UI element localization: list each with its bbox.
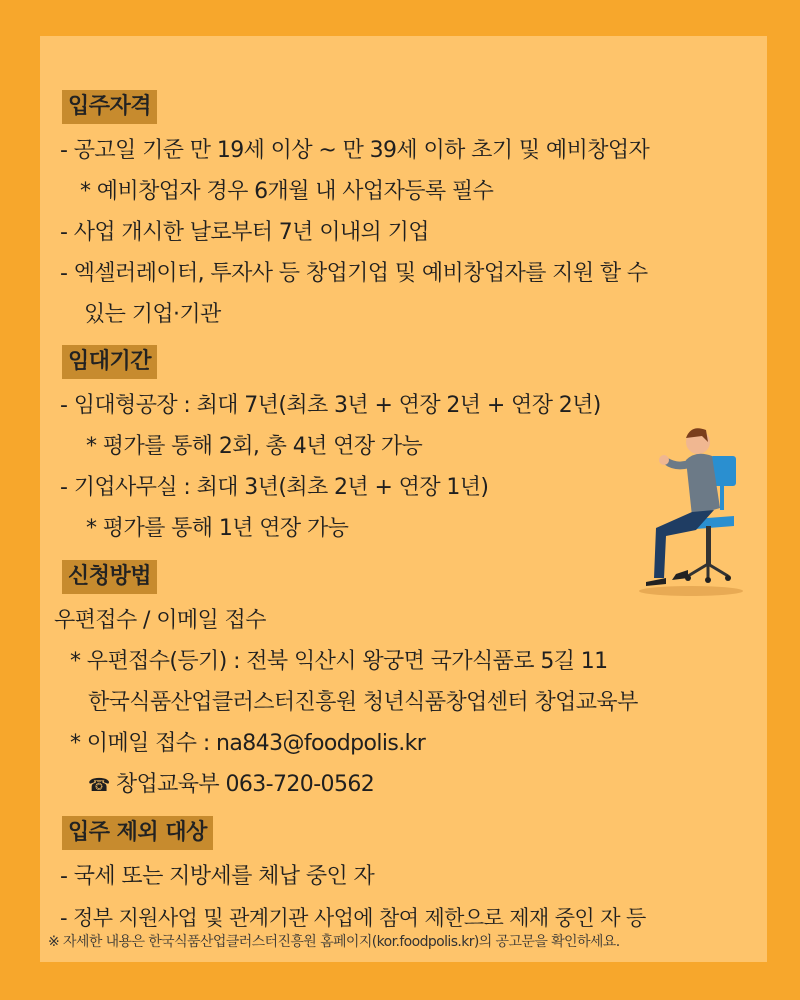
phone-icon: ☎ xyxy=(88,775,110,796)
exclusion-line: - 국세 또는 지방세를 체납 중인 자 xyxy=(60,864,375,889)
application-line: 우편접수 / 이메일 접수 xyxy=(54,608,266,633)
footnote: ※ 자세한 내용은 한국식품산업클러스터진흥원 홈페이지(kor.foodpolis.kr)의 공고문을 확인하세요. xyxy=(48,934,620,950)
exclusion-line: - 정부 지원사업 및 관계기관 사업에 참여 제한으로 제재 중인 자 등 xyxy=(60,906,646,930)
contact-line xyxy=(88,770,374,801)
eligibility-line: * 예비창업자 경우 6개월 내 사업자등록 필수 xyxy=(80,179,494,204)
lease-line: * 평가를 통해 2회, 총 4년 연장 가능 xyxy=(86,434,423,459)
lease-line: - 기업사무실 : 최대 3년(최초 2년 + 연장 1년) xyxy=(60,475,489,500)
eligibility-line: - 엑셀러레이터, 투자사 등 창업기업 및 예비창업자를 지원 할 수 xyxy=(60,261,648,286)
eligibility-line: 있는 기업·기관 xyxy=(84,302,221,327)
section-heading-exclusions: 입주 제외 대상 xyxy=(62,816,213,850)
eligibility-line: - 공고일 기준 만 19세 이상 ~ 만 39세 이하 초기 및 예비창업자 xyxy=(60,138,650,163)
lease-line: * 평가를 통해 1년 연장 가능 xyxy=(86,516,349,541)
section-heading-application: 신청방법 xyxy=(62,560,157,594)
info-panel xyxy=(40,36,767,962)
application-line: * 우편접수(등기) : 전북 익산시 왕궁면 국가식품로 5길 11 xyxy=(70,649,608,674)
lease-line: - 임대형공장 : 최대 7년(최초 3년 + 연장 2년 + 연장 2년) xyxy=(60,393,601,418)
eligibility-line: - 사업 개시한 날로부터 7년 이내의 기업 xyxy=(60,220,429,245)
application-line: * 이메일 접수 : na843@foodpolis.kr xyxy=(70,731,426,756)
contact-text: 창업교육부 063-720-0562 xyxy=(115,772,375,797)
section-heading-eligibility: 입주자격 xyxy=(62,90,157,124)
person-on-chair-illustration xyxy=(636,408,746,598)
application-line: 한국식품산업클러스터진흥원 청년식품창업센터 창업교육부 xyxy=(88,690,638,715)
section-heading-lease-period: 임대기간 xyxy=(62,345,157,379)
